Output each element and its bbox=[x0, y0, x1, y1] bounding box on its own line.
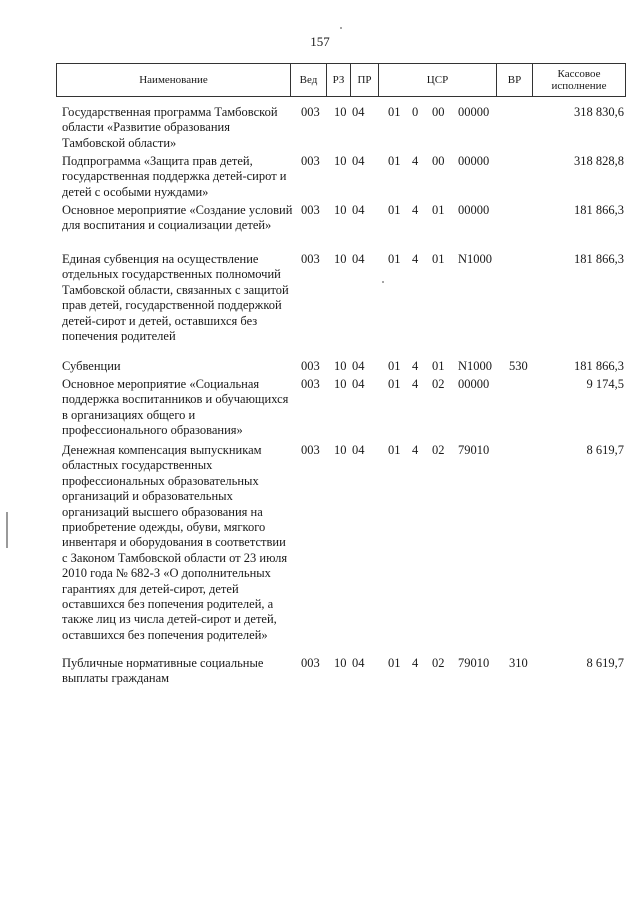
row-csr-event: 01 bbox=[432, 252, 445, 266]
row-vr: 310 bbox=[509, 656, 528, 670]
row-csr-event: 00 bbox=[432, 105, 445, 119]
row-pr: 04 bbox=[352, 359, 365, 373]
row-sum: 9 174,5 bbox=[586, 377, 624, 391]
table-header bbox=[56, 63, 626, 97]
row-pr: 04 bbox=[352, 443, 365, 457]
row-csr-direction: 00000 bbox=[458, 154, 490, 168]
row-ved: 003 bbox=[301, 443, 320, 457]
row-csr-event: 02 bbox=[432, 656, 445, 670]
header-ved: Вед bbox=[291, 64, 327, 96]
row-rz: 10 bbox=[334, 203, 347, 217]
row-ved: 003 bbox=[301, 154, 320, 168]
row-ved: 003 bbox=[301, 105, 320, 119]
row-rz: 10 bbox=[334, 377, 347, 391]
row-csr-direction: 00000 bbox=[458, 105, 490, 119]
row-csr-program: 01 bbox=[388, 377, 401, 391]
row-name: Публичные нормативные социальные выплаты гражданам bbox=[62, 656, 264, 686]
row-csr-program: 01 bbox=[388, 154, 401, 168]
row-name: Единая субвенция на осуществление отдельных государственных полномочий Тамбовской области, связанных с защитой прав детей, государственной поддержкой детей-сирот и детей, оставшихся без попечения родителей bbox=[62, 252, 289, 344]
scan-speck bbox=[340, 27, 342, 29]
row-sum: 181 866,3 bbox=[574, 252, 624, 266]
row-csr-program: 01 bbox=[388, 443, 401, 457]
header-rz: РЗ bbox=[327, 64, 351, 96]
row-csr-subprogram: 4 bbox=[412, 377, 419, 391]
row-csr-subprogram: 0 bbox=[412, 105, 419, 119]
row-csr-event: 00 bbox=[432, 154, 445, 168]
row-csr-direction: 79010 bbox=[458, 656, 490, 670]
row-rz: 10 bbox=[334, 359, 347, 373]
row-sum: 318 828,8 bbox=[574, 154, 624, 168]
row-vr: 530 bbox=[509, 359, 528, 373]
row-ved: 003 bbox=[301, 359, 320, 373]
header-pr: ПР bbox=[351, 64, 379, 96]
row-pr: 04 bbox=[352, 377, 365, 391]
row-csr-subprogram: 4 bbox=[412, 359, 419, 373]
header-name: Наименование bbox=[57, 64, 291, 96]
scan-edge-mark bbox=[6, 512, 8, 548]
row-rz: 10 bbox=[334, 656, 347, 670]
row-csr-direction: 00000 bbox=[458, 377, 490, 391]
row-name: Основное мероприятие «Создание условий для воспитания и социализации детей» bbox=[62, 203, 293, 233]
row-rz: 10 bbox=[334, 154, 347, 168]
row-sum: 318 830,6 bbox=[574, 105, 624, 119]
row-csr-event: 02 bbox=[432, 377, 445, 391]
row-csr-event: 01 bbox=[432, 359, 445, 373]
row-csr-program: 01 bbox=[388, 656, 401, 670]
row-csr-event: 02 bbox=[432, 443, 445, 457]
row-csr-direction: N1000 bbox=[458, 252, 493, 266]
row-rz: 10 bbox=[334, 252, 347, 266]
row-rz: 10 bbox=[334, 105, 347, 119]
header-csr: ЦСР bbox=[379, 64, 497, 96]
row-pr: 04 bbox=[352, 656, 365, 670]
header-sum bbox=[533, 64, 625, 96]
row-name: Основное мероприятие «Социальная поддержка воспитанников и обучающихся в организациях общего и профессионального образования» bbox=[62, 377, 289, 438]
row-rz: 10 bbox=[334, 443, 347, 457]
row-name: Подпрограмма «Защита прав детей, государственная поддержка детей-сирот и детей с особыми нуждами» bbox=[62, 154, 287, 199]
row-csr-subprogram: 4 bbox=[412, 443, 419, 457]
row-csr-program: 01 bbox=[388, 252, 401, 266]
row-csr-direction: 00000 bbox=[458, 203, 490, 217]
row-csr-subprogram: 4 bbox=[412, 252, 419, 266]
row-name: Государственная программа Тамбовской области «Развитие образования Тамбовской области» bbox=[62, 105, 278, 150]
row-ved: 003 bbox=[301, 252, 320, 266]
row-ved: 003 bbox=[301, 656, 320, 670]
row-csr-subprogram: 4 bbox=[412, 154, 419, 168]
row-pr: 04 bbox=[352, 203, 365, 217]
row-pr: 04 bbox=[352, 154, 365, 168]
header-sum-line1: Кассовое bbox=[557, 68, 601, 80]
row-csr-program: 01 bbox=[388, 359, 401, 373]
row-sum: 181 866,3 bbox=[574, 359, 624, 373]
header-sum-line2: исполнение bbox=[551, 80, 607, 92]
page-number: 157 bbox=[310, 34, 330, 49]
row-csr-program: 01 bbox=[388, 105, 401, 119]
row-csr-direction: 79010 bbox=[458, 443, 490, 457]
row-sum: 181 866,3 bbox=[574, 203, 624, 217]
row-csr-subprogram: 4 bbox=[412, 203, 419, 217]
row-ved: 003 bbox=[301, 203, 320, 217]
row-pr: 04 bbox=[352, 252, 365, 266]
row-sum: 8 619,7 bbox=[586, 443, 624, 457]
row-csr-program: 01 bbox=[388, 203, 401, 217]
row-csr-event: 01 bbox=[432, 203, 445, 217]
header-vr: ВР bbox=[497, 64, 533, 96]
row-ved: 003 bbox=[301, 377, 320, 391]
row-pr: 04 bbox=[352, 105, 365, 119]
row-name: Субвенции bbox=[62, 359, 121, 373]
row-csr-direction: N1000 bbox=[458, 359, 493, 373]
row-sum: 8 619,7 bbox=[586, 656, 624, 670]
row-name: Денежная компенсация выпускникам областных государственных профессиональных образовательных организаций и образовательных организаций высшего образования на приобретение одежды, обуви, мягкого инвентаря и оборудования в соответствии с Законом Тамбовской области от 23 июля 2010 года № 682-З «О дополнительных гарантиях для детей-сирот, детей оставшихся без попечения родителей, а также лиц из числа детей-сирот и детей, оставшихся без попечения родителей» bbox=[62, 443, 288, 642]
row-csr-subprogram: 4 bbox=[412, 656, 419, 670]
scan-speck bbox=[382, 281, 384, 283]
